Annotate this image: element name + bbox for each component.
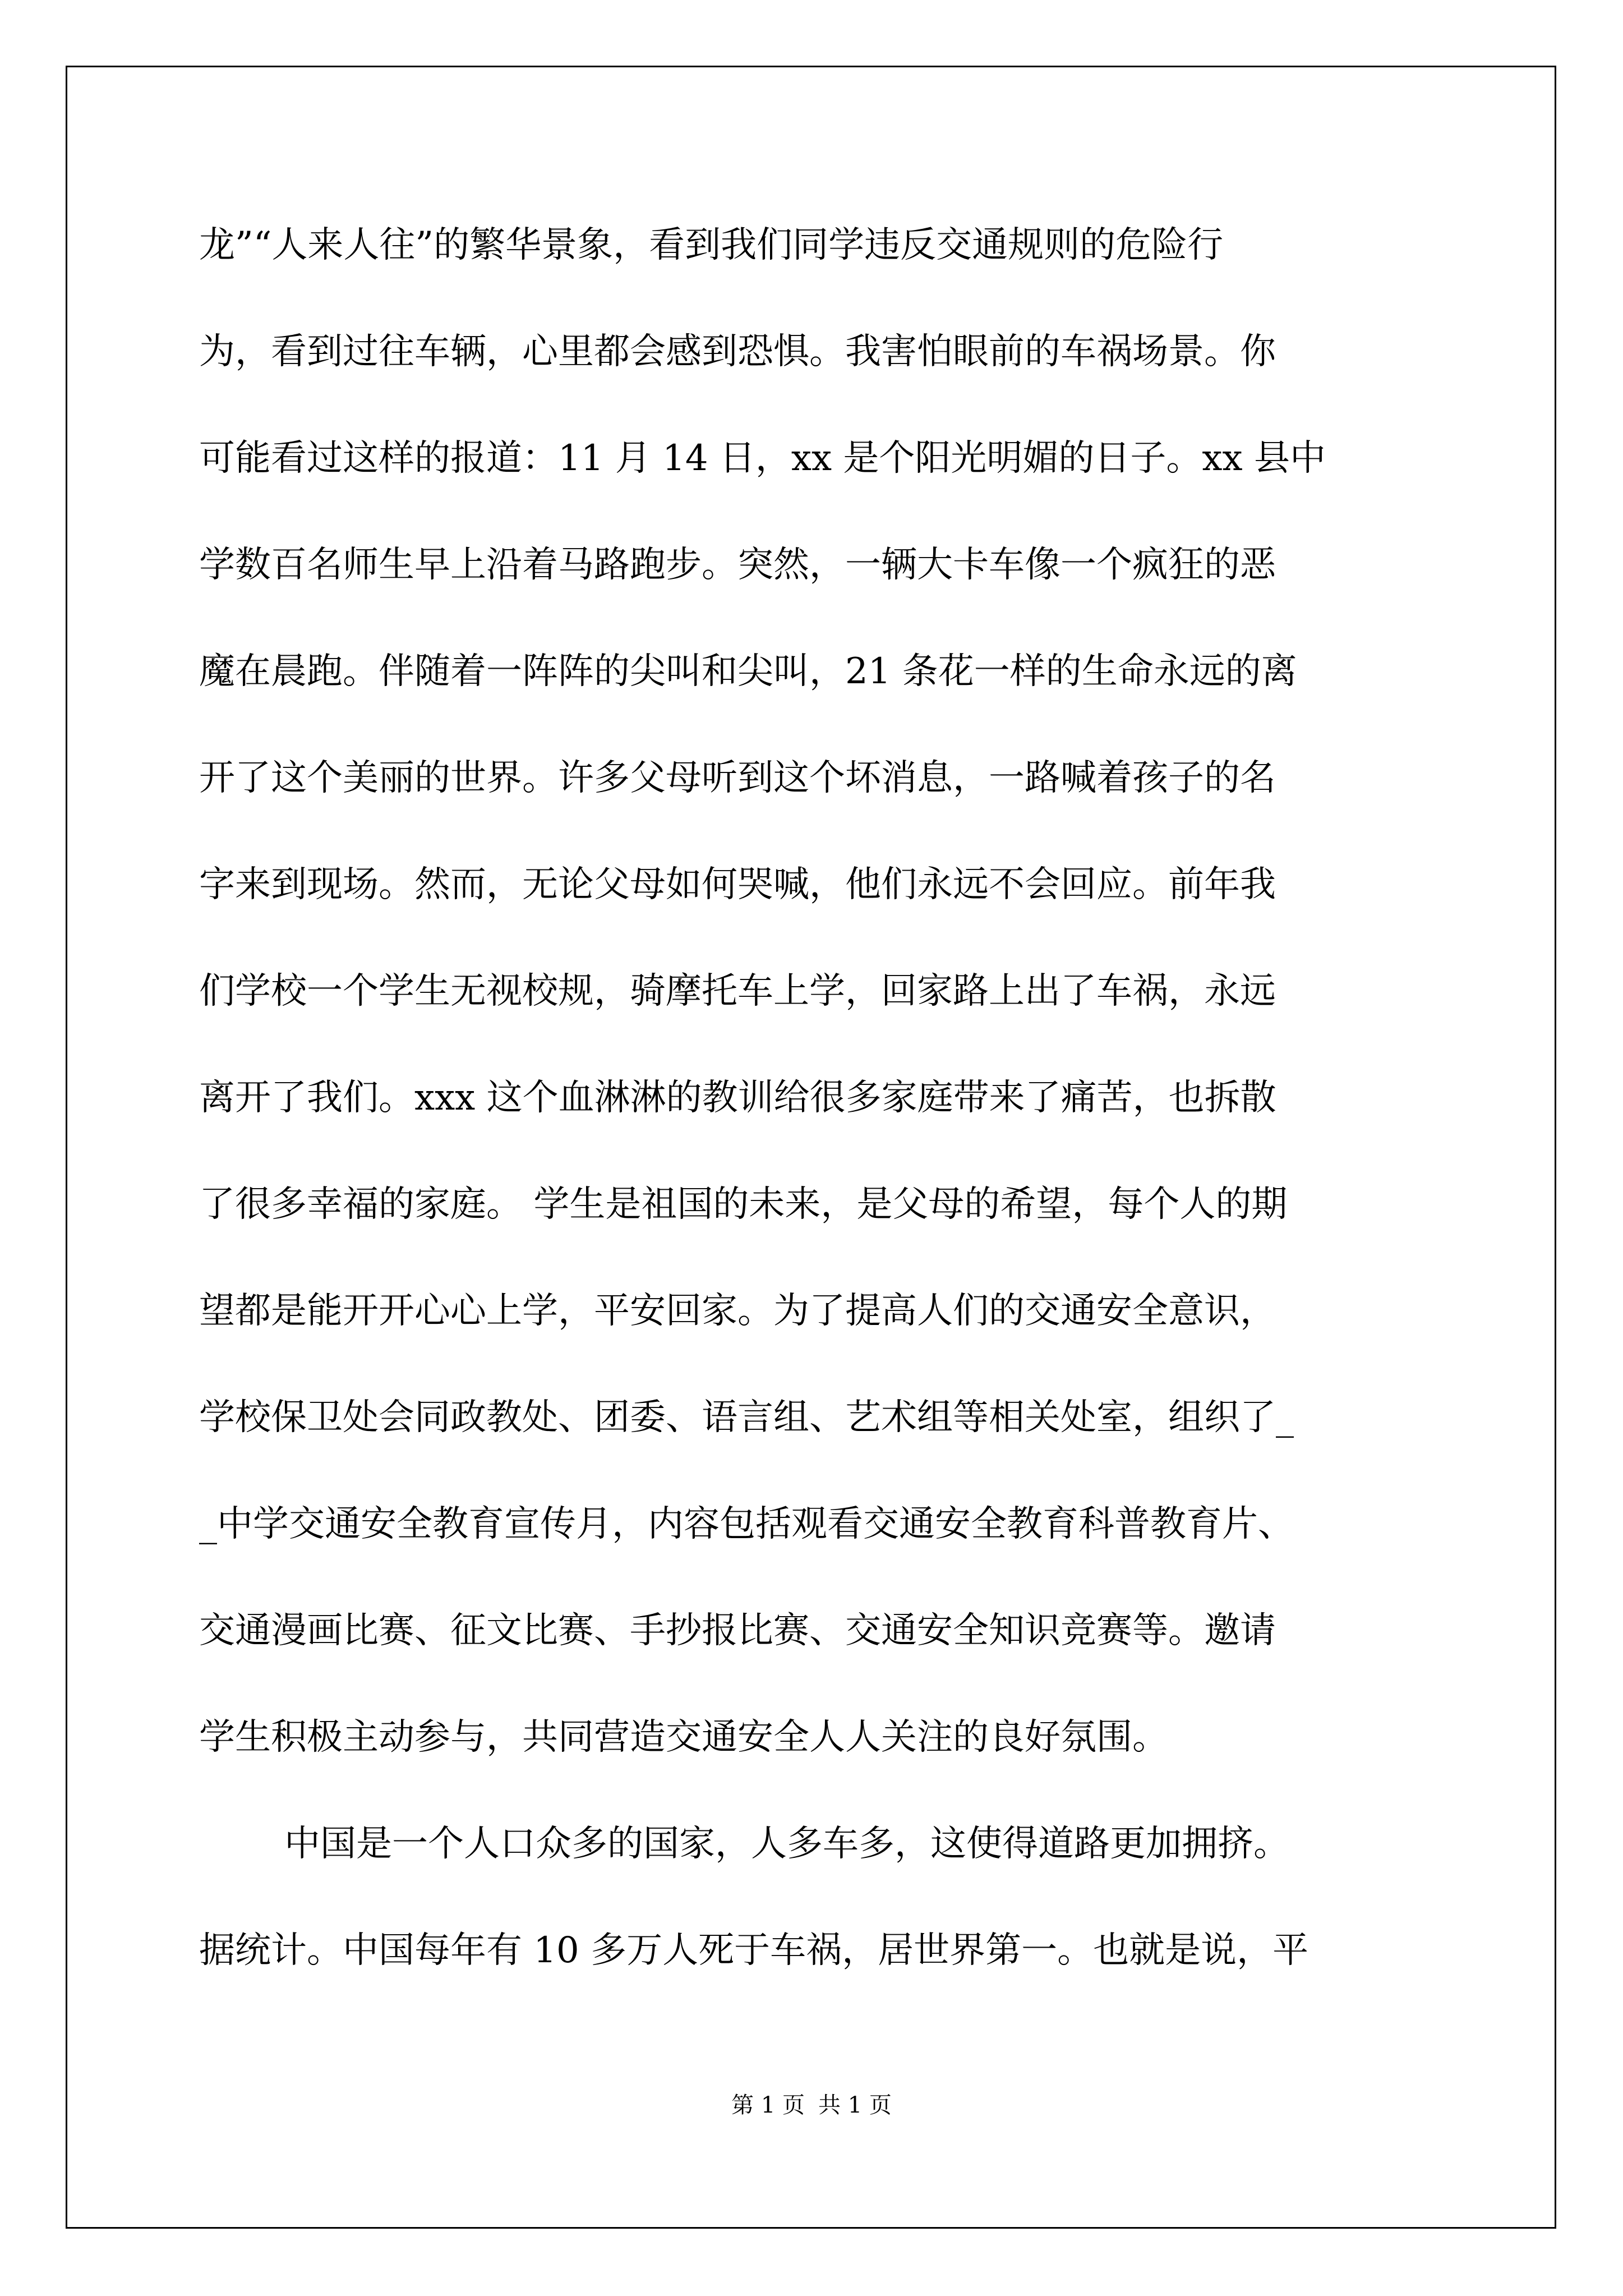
text-line: 望都是能开开心心上学，平安回家。为了提高人们的交通安全意识， [199, 1290, 1276, 1332]
text-line: 龙”“人来人往”的繁华景象，看到我们同学违反交通规则的危险行 [199, 224, 1224, 266]
text-line: _中学交通安全教育宣传月，内容包括观看交通安全教育科普教育片、 [199, 1503, 1294, 1545]
document-body [199, 214, 1467, 2026]
text-line: 字来到现场。然而，无论父母如何哭喊，他们永远不会回应。前年我 [199, 864, 1276, 905]
text-line: 了很多幸福的家庭。 学生是祖国的未来，是父母的希望，每个人的期 [199, 1184, 1288, 1225]
page-footer [0, 2091, 1623, 2119]
text-line: 魔在晨跑。伴随着一阵阵的尖叫和尖叫，21 条花一样的生命永远的离 [199, 651, 1297, 692]
text-line: 学校保卫处会同政教处、团委、语言组、艺术组等相关处室，组织了_ [199, 1397, 1294, 1438]
text-line: 开了这个美丽的世界。许多父母听到这个坏消息，一路喊着孩子的名 [199, 757, 1276, 799]
text-line: 交通漫画比赛、征文比赛、手抄报比赛、交通安全知识竞赛等。邀请 [199, 1610, 1276, 1651]
text-line: 学数百名师生早上沿着马路跑步。突然，一辆大卡车像一个疯狂的恶 [199, 544, 1276, 586]
page-total: 共 1 页 [818, 2092, 892, 2118]
paragraph-first-line: 中国是一个人口众多的国家，人多车多，这使得道路更加拥挤。 [284, 1823, 1289, 1865]
text-line: 可能看过这样的报道：11 月 14 日，xx 是个阳光明媚的日子。xx 县中 [199, 438, 1326, 479]
text-line: 们学校一个学生无视校规，骑摩托车上学，回家路上出了车祸，永远 [199, 970, 1276, 1012]
page-number: 第 1 页 [731, 2092, 805, 2118]
text-line: 学生积极主动参与，共同营造交通安全人人关注的良好氛围。 [199, 1717, 1168, 1758]
text-line: 离开了我们。xxx 这个血淋淋的教训给很多家庭带来了痛苦，也拆散 [199, 1077, 1276, 1119]
text-line: 为，看到过往车辆，心里都会感到恐惧。我害怕眼前的车祸场景。你 [199, 331, 1276, 372]
text-line: 据统计。中国每年有 10 多万人死于车祸，居世界第一。也就是说，平 [199, 1930, 1309, 1971]
